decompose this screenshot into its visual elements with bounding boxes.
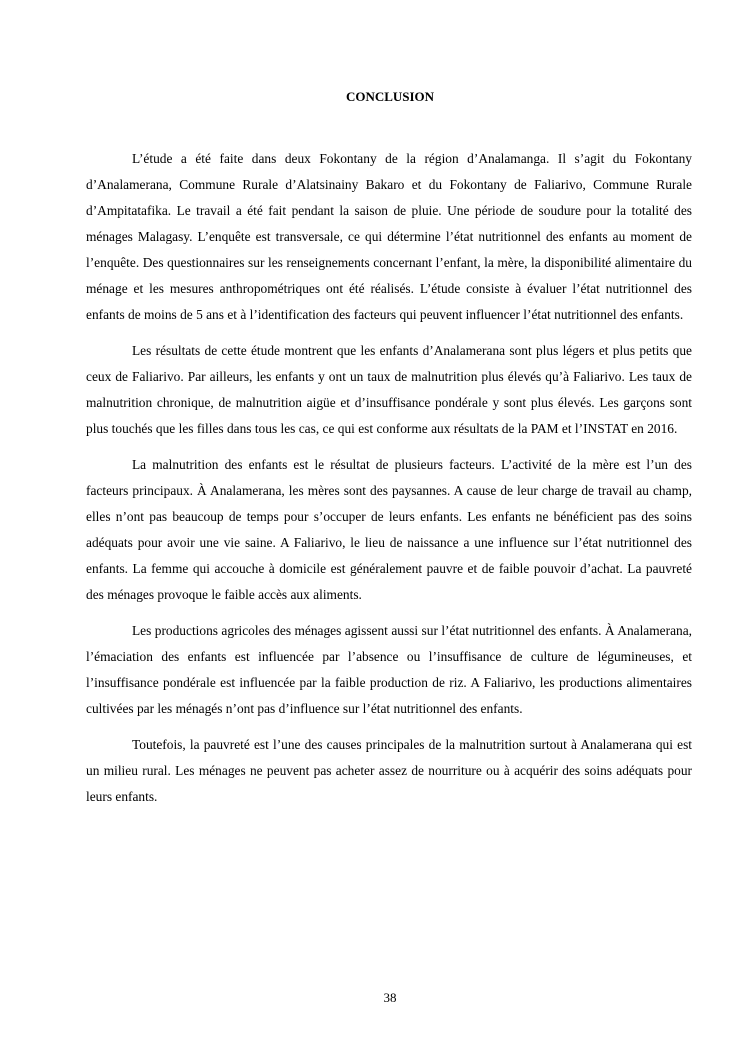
paragraph-4: Les productions agricoles des ménages agissent aussi sur l’état nutritionnel des enfants. À Analamerana, l’émaciation des enfants est influencée par l’absence ou l’insuffisance de culture de légumineuses, et l’insuffisance pondérale est influencée par la faible production de riz. A Faliarivo, les productions alimentaires cultivées par les ménagés n’ont pas d’influence sur l’état nutritionnel des enfants.	[86, 623, 692, 716]
paragraph-1: L’étude a été faite dans deux Fokontany de la région d’Analamanga. Il s’agit du Fokontany d’Analamerana, Commune Rurale d’Alatsinainy Bakaro et du Fokontany de Faliarivo, Commune Rurale d’Ampitatafika. Le travail a été fait pendant la saison de pluie. Une période de soudure pour la totalité des ménages Malagasy. L’enquête est transversale, ce qui détermine l’état nutritionnel des enfants au moment de l’enquête. Des questionnaires sur les renseignements concernant l’enfant, la mère, la disponibilité alimentaire du ménage et les mesures anthropométriques ont été réalisés. L’étude consiste à évaluer l’état nutritionnel des enfants de moins de 5 ans et à l’identification des facteurs qui peuvent influencer l’état nutritionnel des enfants.	[86, 151, 692, 322]
page-number: 38	[383, 990, 397, 1005]
paragraph-3: La malnutrition des enfants est le résultat de plusieurs facteurs. L’activité de la mère est l’un des facteurs principaux. À Analamerana, les mères sont des paysannes. A cause de leur charge de travail au champ, elles n’ont pas beaucoup de temps pour s’occuper de leurs enfants. Les enfants ne bénéficient pas des soins adéquats pour avoir une vie saine. A Faliarivo, le lieu de naissance a une influence sur l’état nutritionnel des enfants. La femme qui accouche à domicile est généralement pauvre et de faible pouvoir d’achat. La pauvreté des ménages provoque le faible accès aux aliments.	[86, 457, 692, 602]
paragraph-2: Les résultats de cette étude montrent que les enfants d’Analamerana sont plus légers et plus petits que ceux de Faliarivo. Par ailleurs, les enfants y ont un taux de malnutrition plus élevés qu’à Faliarivo. Les taux de malnutrition chronique, de malnutrition aigüe et d’insuffisance pondérale y sont plus élevés. Les garçons sont plus touchés que les filles dans tous les cas, ce qui est conforme aux résultats de la PAM et l’INSTAT en 2016.	[86, 343, 692, 436]
body-text	[86, 146, 692, 820]
paragraph-5: Toutefois, la pauvreté est l’une des causes principales de la malnutrition surtout à Analamerana qui est un milieu rural. Les ménages ne peuvent pas acheter assez de nourriture ou à acquérir des soins adéquats pour leurs enfants.	[86, 737, 692, 804]
page-title: CONCLUSION	[345, 89, 435, 104]
